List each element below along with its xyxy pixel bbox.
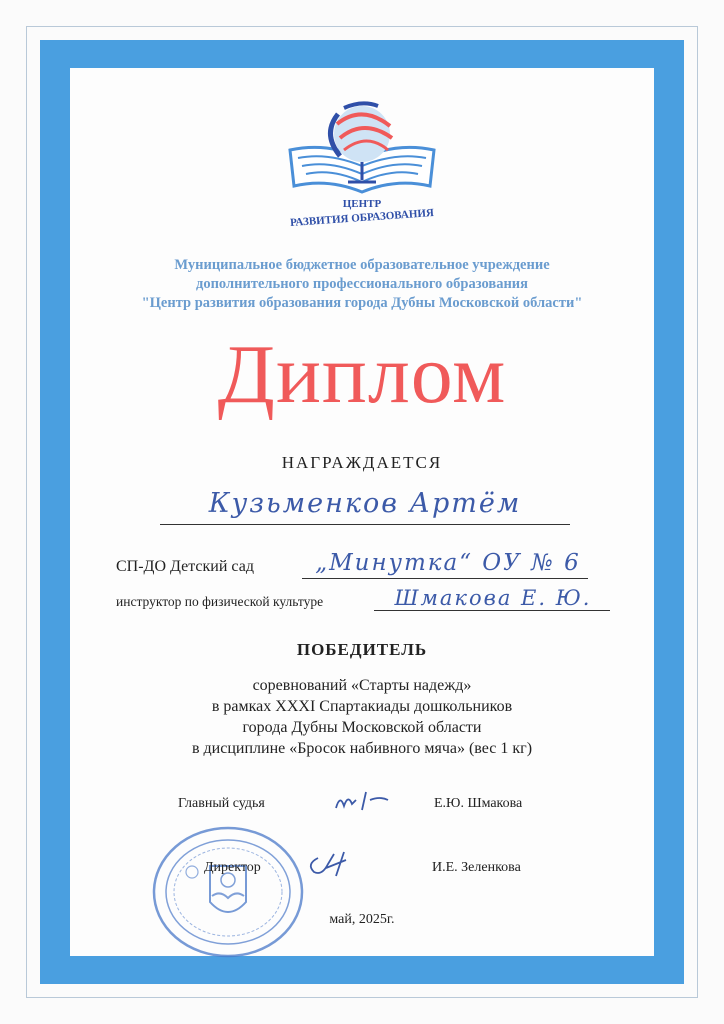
logo-text-2: РАЗВИТИЯ ОБРАЗОВАНИЯ [289,206,435,230]
awarded-label: НАГРАЖДАЕТСЯ [281,453,443,472]
judge-signature [330,786,410,816]
recipient-name: Кузьменков Артём [208,488,522,519]
recipient-underline [160,524,570,525]
kindergarten-value: „Минутка“ ОУ № 6 [315,550,581,576]
org-line-1: Муниципальное бюджетное образовательное учреждение [174,257,550,273]
judge-role: Главный судья [178,796,265,811]
description-line-1: соревнований «Старты надежд» [252,677,472,694]
issue-date: май, 2025г. [329,912,395,927]
director-signature [300,846,360,882]
kindergarten-label: СП-ДО Детский сад [116,558,254,575]
org-line-2: дополнительного профессионального образования [195,276,528,292]
logo-text-1: ЦЕНТР [342,198,382,210]
org-line-3: "Центр развития образования города Дубны Московской области" [141,295,583,311]
instructor-label: инструктор по физической культуре [116,594,324,609]
official-stamp [148,822,308,962]
director-name: И.Е. Зеленкова [432,860,521,875]
instructor-underline [374,610,610,611]
judge-name: Е.Ю. Шмакова [434,796,523,811]
instructor-value: Шмакова Е. Ю. [394,586,592,610]
kindergarten-underline [302,578,588,579]
center-logo [282,94,442,234]
description-line-3: города Дубны Московской области [242,719,482,736]
director-role: Директор [204,860,261,875]
description-line-4: в дисциплине «Бросок набивного мяча» (вес 1 кг) [191,740,533,757]
result-label: ПОБЕДИТЕЛЬ [296,640,428,659]
description-line-2: в рамках XXXI Спартакиады дошкольников [211,698,513,715]
page-title: Диплом [217,328,507,421]
